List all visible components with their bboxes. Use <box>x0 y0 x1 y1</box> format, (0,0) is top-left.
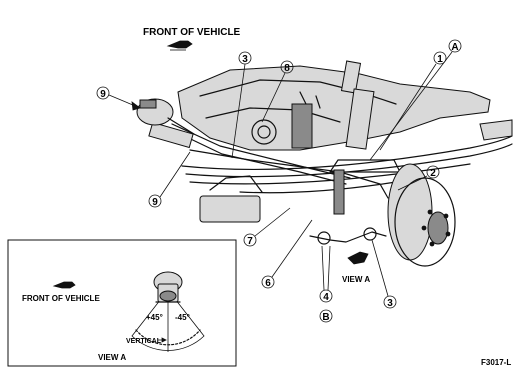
svg-text:6: 6 <box>265 278 271 289</box>
callout-B <box>320 310 332 323</box>
angle-neg-label: -45° <box>175 313 190 322</box>
view-a-marker <box>342 252 370 284</box>
svg-text:B: B <box>322 312 330 323</box>
front-of-vehicle-title: FRONT OF VEHICLE <box>143 27 241 38</box>
svg-text:8: 8 <box>284 63 290 74</box>
callout-8 <box>149 152 190 208</box>
suspension-illustration <box>137 61 512 266</box>
callout-5 <box>262 220 312 289</box>
svg-text:2: 2 <box>430 168 436 179</box>
svg-text:3: 3 <box>242 54 248 65</box>
svg-text:7: 7 <box>247 236 253 247</box>
inset-caption: VIEW A <box>98 353 127 362</box>
angle-pos-label: +45° <box>146 313 163 322</box>
callout-9 <box>97 87 140 110</box>
callout-4 <box>320 246 332 303</box>
callout-3-bottom <box>372 240 396 309</box>
front-arrow-icon <box>168 41 192 50</box>
svg-text:A: A <box>451 42 459 53</box>
svg-text:9: 9 <box>152 197 158 208</box>
svg-text:4: 4 <box>323 292 329 303</box>
figure-code: F3017-L <box>481 358 512 367</box>
svg-text:3: 3 <box>387 298 393 309</box>
svg-text:VIEW A: VIEW A <box>342 275 371 284</box>
inset-front-label: FRONT OF VEHICLE <box>22 294 100 303</box>
vertical-label: VERTICAL <box>126 338 161 345</box>
view-a-inset <box>8 240 236 366</box>
svg-text:1: 1 <box>437 54 443 65</box>
svg-text:9: 9 <box>100 89 106 100</box>
